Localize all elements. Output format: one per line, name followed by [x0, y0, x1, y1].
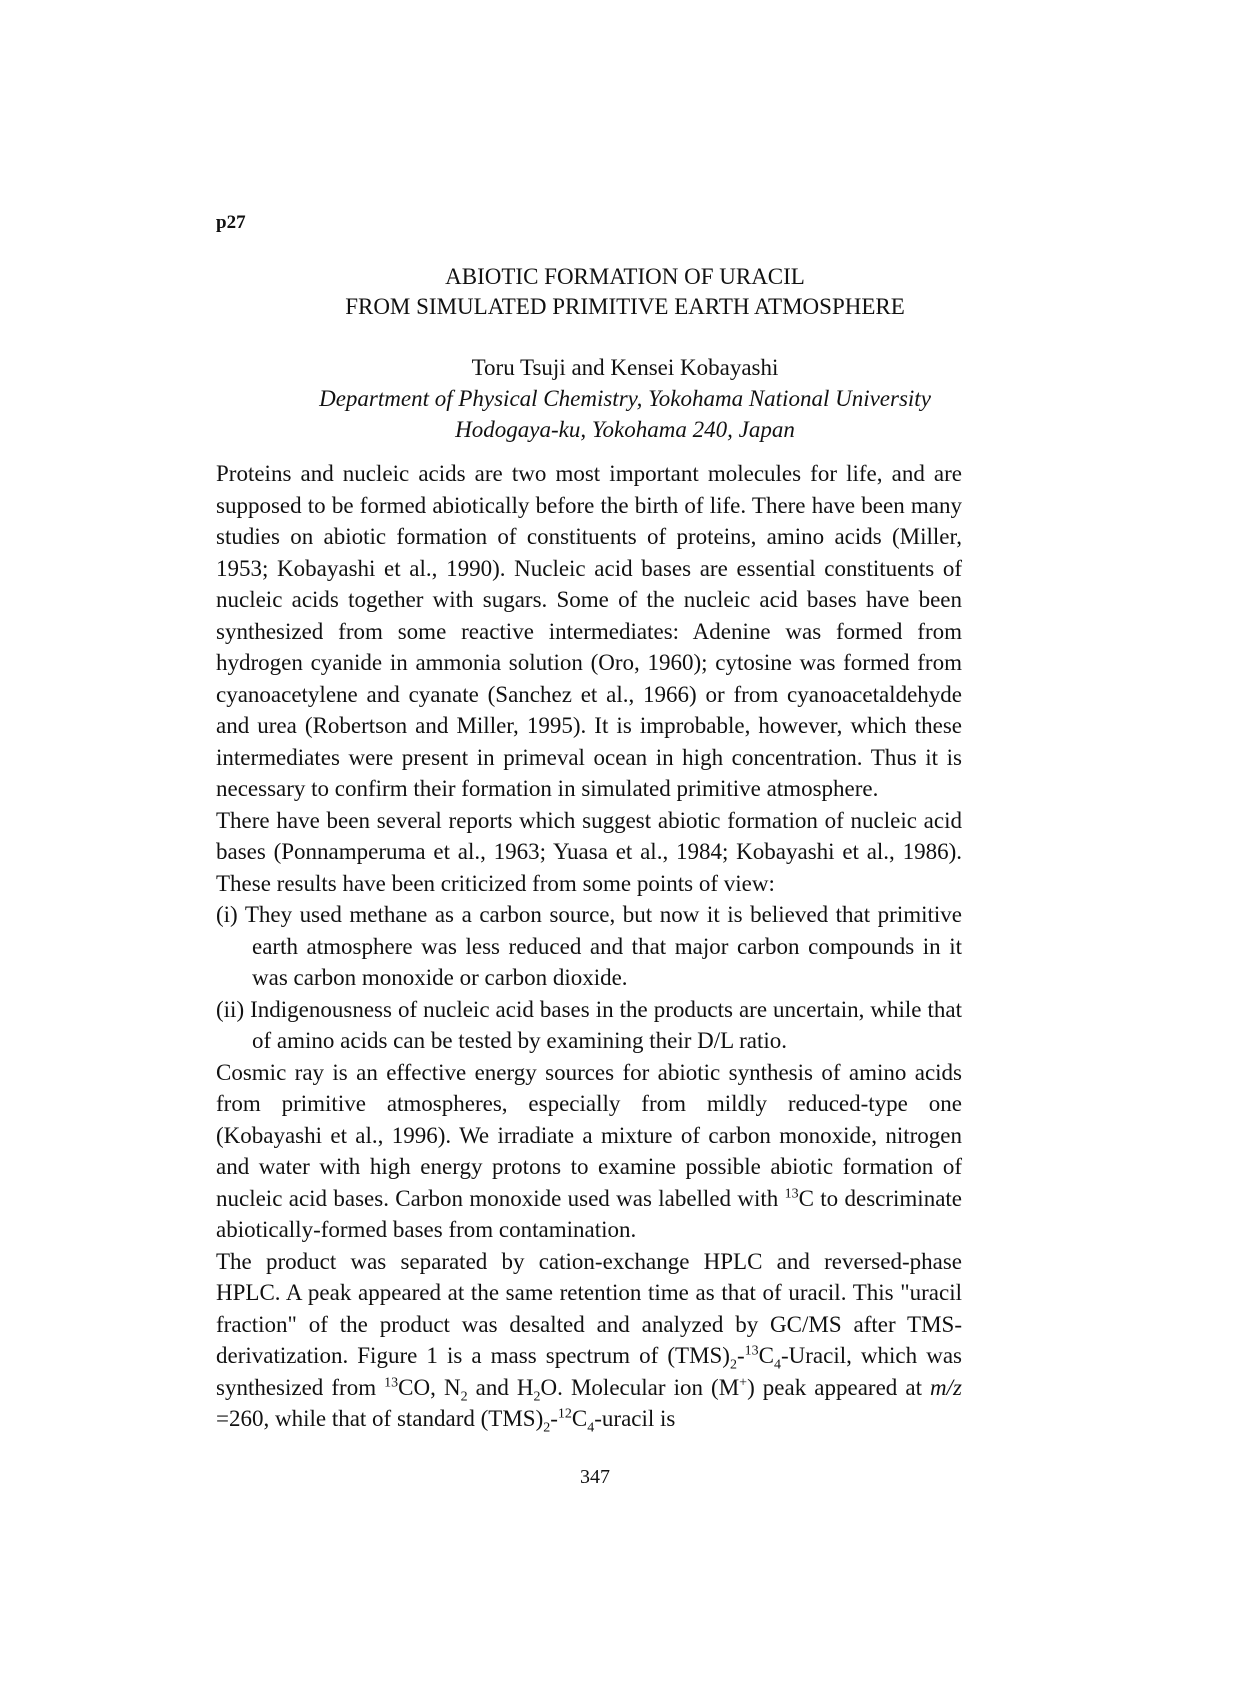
list-item-1: (i) They used methane as a carbon source, but now it is believed that primitive earth atmosphere was less reduced and that major carbon compounds in it was carbon monoxide or carbon dioxide.: [216, 902, 962, 990]
authors: Toru Tsuji and Kensei Kobayashi: [471, 355, 779, 380]
list-item-2: (ii) Indigenousness of nucleic acid bases in the products are uncertain, while that of amino acids can be tested by examining their D/L ratio.: [216, 996, 962, 1053]
affiliation-line-2: Hodogaya-ku, Yokohama 240, Japan: [455, 417, 795, 442]
page-number: 347: [580, 1466, 610, 1488]
affiliation-line-1: Department of Physical Chemistry, Yokohama National University: [319, 386, 931, 411]
paper-title-line-2: FROM SIMULATED PRIMITIVE EARTH ATMOSPHERE: [345, 294, 905, 319]
body-text: [216, 458, 962, 1435]
paragraph-1: Proteins and nucleic acids are two most important molecules for life, and are supposed to be formed abiotically before the birth of life. There have been many studies on abiotic formation of constituents of proteins, amino acids (Miller, 1953; Kobayashi et al., 1990). Nucleic acid bases are essential constituents of nucleic acids together with sugars. Some of the nucleic acid bases have been synthesized from some reactive intermediates: Adenine was formed from hydrogen cyanide in ammonia solution (Oro, 1960); cytosine was formed from cyanoacetylene and cyanate (Sanchez et al., 1966) or from cyanoacetaldehyde and urea (Robertson and Miller, 1995). It is improbable, however, which these intermediates were present in primeval ocean in high concentration. Thus it is necessary to confirm their formation in simulated primitive atmosphere.: [216, 461, 962, 801]
paragraph-3: Cosmic ray is an effective energy sources for abiotic synthesis of amino acids from primitive atmospheres, especially from mildly reduced-type one (Kobayashi et al., 1996). We irradiate a mixture of carbon monoxide, nitrogen and water with high energy protons to examine possible abiotic formation of nucleic acid bases. Carbon monoxide used was labelled with $^{13}$C to descriminate abiotically-formed bases from contamination.: [216, 1059, 963, 1242]
paper-title-line-1: ABIOTIC FORMATION OF URACIL: [445, 264, 805, 289]
paragraph-4: The product was separated by cation-exchange HPLC and reversed-phase HPLC. A peak appeared at the same retention time as that of uracil. This "uracil fraction" of the product was desalted and analyzed by GC/MS after TMS-derivatization. Figure 1 is a mass spectrum of $(TMS)_2-^{13}C_4$-Uracil, which was synthesized from $^{13}$CO, $N_2$ and $H_2O$. Molecular ion (M+) peak appeared at m/z =260, while that of standard $(TMS)_2-^{12}C_4$-uracil is: [216, 1248, 962, 1436]
page-label: p27: [216, 212, 246, 233]
paragraph-2: There have been several reports which suggest abiotic formation of nucleic acid bases (Ponnamperuma et al., 1963; Yuasa et al., 1984; Kobayashi et al., 1986). These results have been criticized from some points of view:: [216, 807, 962, 896]
